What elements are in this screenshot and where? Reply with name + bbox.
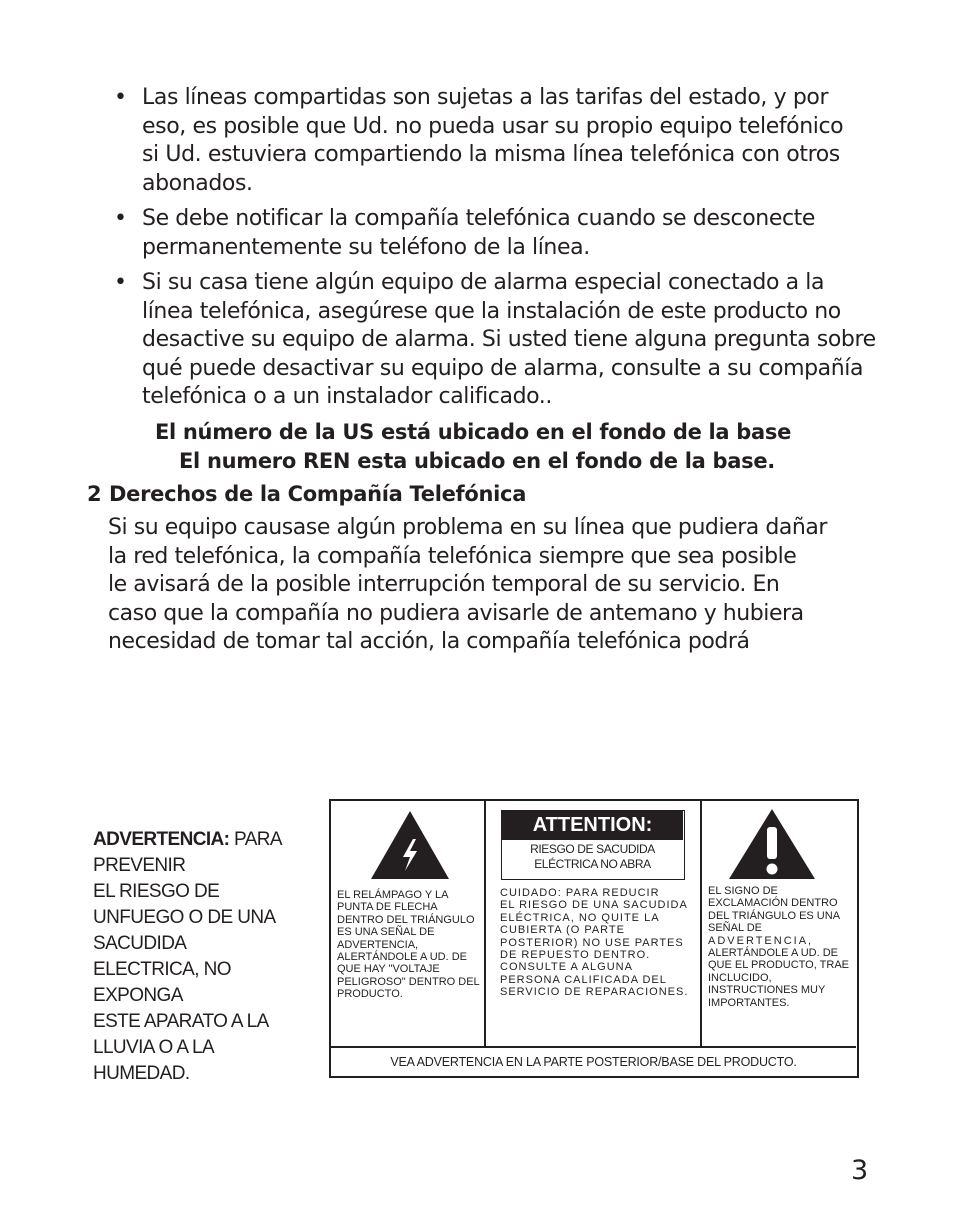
description-line: CONSULTE A ALGUNA	[500, 961, 633, 974]
description-line: ALERTÁNDOLE A UD. DE	[337, 951, 468, 964]
description-line: ADVERTENCIA,	[337, 938, 419, 951]
description-line: POSTERIOR) NO USE PARTES	[500, 936, 684, 949]
description-line: INSTRUCTIONES MUY	[708, 984, 826, 997]
body-line: la red telefónica, la compañía telefónica siempre que sea posible	[108, 543, 797, 569]
description-line: PUNTA DE FLECHA	[337, 901, 438, 914]
bullet-line: abonados.	[142, 170, 253, 196]
section-title: Derechos de la Compañía Telefónica	[109, 482, 527, 506]
description-line: SEÑAL DE	[708, 922, 763, 935]
bullet-line: eso, es posible que Ud. no pueda usar su propio equipo telefónico	[142, 113, 844, 139]
description-line: ALERTÁNDOLE A UD. DE	[708, 947, 839, 960]
lightning-description	[337, 889, 480, 1001]
body-line: le avisará de la posible interrupción temporal de su servicio. En	[108, 572, 780, 598]
description-line: ELÉCTRICA, NO QUITE LA	[500, 911, 660, 924]
description-line: ES UNA SEÑAL DE	[337, 926, 435, 939]
caution-description	[500, 887, 688, 999]
description-line: QUE HAY "VOLTAJE	[337, 963, 440, 976]
ren-number-note: El numero REN esta ubicado en el fondo de la base.	[179, 449, 775, 473]
description-line: PELIGROSO" DENTRO DEL	[337, 975, 480, 988]
exclamation-description	[708, 885, 849, 1009]
exclamation-triangle-icon	[727, 807, 817, 881]
attention-subtitle	[502, 842, 683, 872]
description-line: EL RIESGO DE UNA SACUDIDA	[500, 899, 688, 912]
advertencia-first-word: PARA	[229, 829, 282, 850]
description-line: DENTRO DEL TRIÁNGULO	[337, 913, 475, 926]
body-line: Si su equipo causase algún problema en su línea que pudiera dañar	[108, 515, 828, 540]
bullet-dot: •	[114, 85, 127, 110]
description-line: DEL TRIÁNGULO ES UNA	[708, 909, 841, 922]
section-body	[108, 514, 888, 657]
warning-label-box	[329, 799, 859, 1078]
bullet-dot: •	[114, 270, 127, 295]
bullet-dot: •	[114, 206, 127, 231]
bullet-line: desactive su equipo de alarma. Si usted tiene alguna pregunta sobre	[142, 327, 876, 352]
advertencia-line: SACUDIDA	[93, 933, 187, 954]
description-line: INCLUCIDO,	[708, 971, 772, 984]
description-line: CUIDADO: PARA REDUCIR	[500, 887, 660, 899]
section-number: 2	[87, 482, 102, 506]
description-line: QUE EL PRODUCTO, TRAE	[708, 959, 849, 972]
bullet-line: permanentemente su teléfono de la línea.	[142, 234, 590, 260]
bullet-item	[110, 84, 890, 198]
lightning-triangle-icon	[369, 809, 451, 881]
page-number: 3	[851, 1155, 869, 1186]
bullet-line: Las líneas compartidas son sujetas a las tarifas del estado, y por	[142, 85, 829, 110]
attention-subtitle-line: ELÉCTRICA NO ABRA	[534, 857, 651, 871]
bullet-line: si Ud. estuviera compartiendo la misma línea telefónica con otros	[142, 142, 840, 167]
exclamation-column	[702, 801, 856, 1046]
warning-footer: VEA ADVERTENCIA EN LA PARTE POSTERIOR/BASE DEL PRODUCTO.	[331, 1046, 856, 1076]
description-line: ADVERTENCIA,	[708, 934, 814, 947]
bullet-line: telefónica o a un instalador calificado..	[142, 384, 552, 409]
body-line: necesidad de tomar tal acción, la compañía telefónica podrá	[108, 629, 750, 655]
lightning-column	[331, 801, 486, 1046]
description-line: PRODUCTO.	[337, 988, 403, 1001]
bullet-item	[110, 269, 890, 412]
description-line: EXCLAMACIÓN DENTRO	[708, 897, 838, 910]
advertencia-line: LLUVIA O A LA	[93, 1037, 215, 1058]
description-line: CUBIERTA (O PARTE	[500, 924, 625, 937]
advertencia-label: ADVERTENCIA:	[93, 829, 230, 850]
advertencia-line: EL RIESGO DE	[93, 881, 220, 902]
attention-subtitle-line: RIESGO DE SACUDIDA	[530, 842, 655, 856]
body-line: caso que la compañía no pudiera avisarle de antemano y hubiera	[108, 600, 804, 626]
advertencia-line: ESTE APARATO A LA	[93, 1011, 269, 1032]
advertencia-line: EXPONGA	[93, 985, 183, 1006]
section-heading	[87, 482, 526, 506]
bullet-line: qué puede desactivar su equipo de alarma, consulte a su compañía	[142, 355, 864, 381]
advertencia-line: ELECTRICA, NO	[93, 959, 231, 980]
attention-column	[486, 801, 702, 1046]
advertencia-warning	[93, 827, 323, 1087]
description-line: PERSONA CALIFICADA DEL	[500, 973, 667, 986]
advertencia-first-line	[93, 827, 323, 853]
description-line: EL RELÁMPAGO Y LA	[337, 889, 449, 901]
bullet-item	[110, 205, 890, 262]
description-line: EL SIGNO DE	[708, 885, 778, 897]
attention-box	[501, 810, 685, 880]
description-line: DE REPUESTO DENTRO.	[500, 949, 651, 962]
advertencia-line: UNFUEGO O DE UNA	[93, 907, 276, 928]
advertencia-line: HUMEDAD.	[93, 1063, 190, 1084]
us-number-note: El número de la US está ubicado en el fondo de la base	[154, 420, 792, 444]
attention-title: ATTENTION:	[502, 811, 683, 840]
bullet-line: línea telefónica, asegúrese que la instalación de este producto no	[142, 298, 841, 324]
bullet-list	[110, 84, 890, 419]
advertencia-line: PREVENIR	[93, 855, 186, 876]
bullet-line: Se debe notificar la compañía telefónica cuando se desconecte	[142, 206, 816, 231]
description-line: SERVICIO DE REPARACIONES.	[500, 986, 689, 999]
bullet-line: Si su casa tiene algún equipo de alarma especial conectado a la	[142, 270, 825, 295]
description-line: IMPORTANTES.	[708, 996, 790, 1009]
